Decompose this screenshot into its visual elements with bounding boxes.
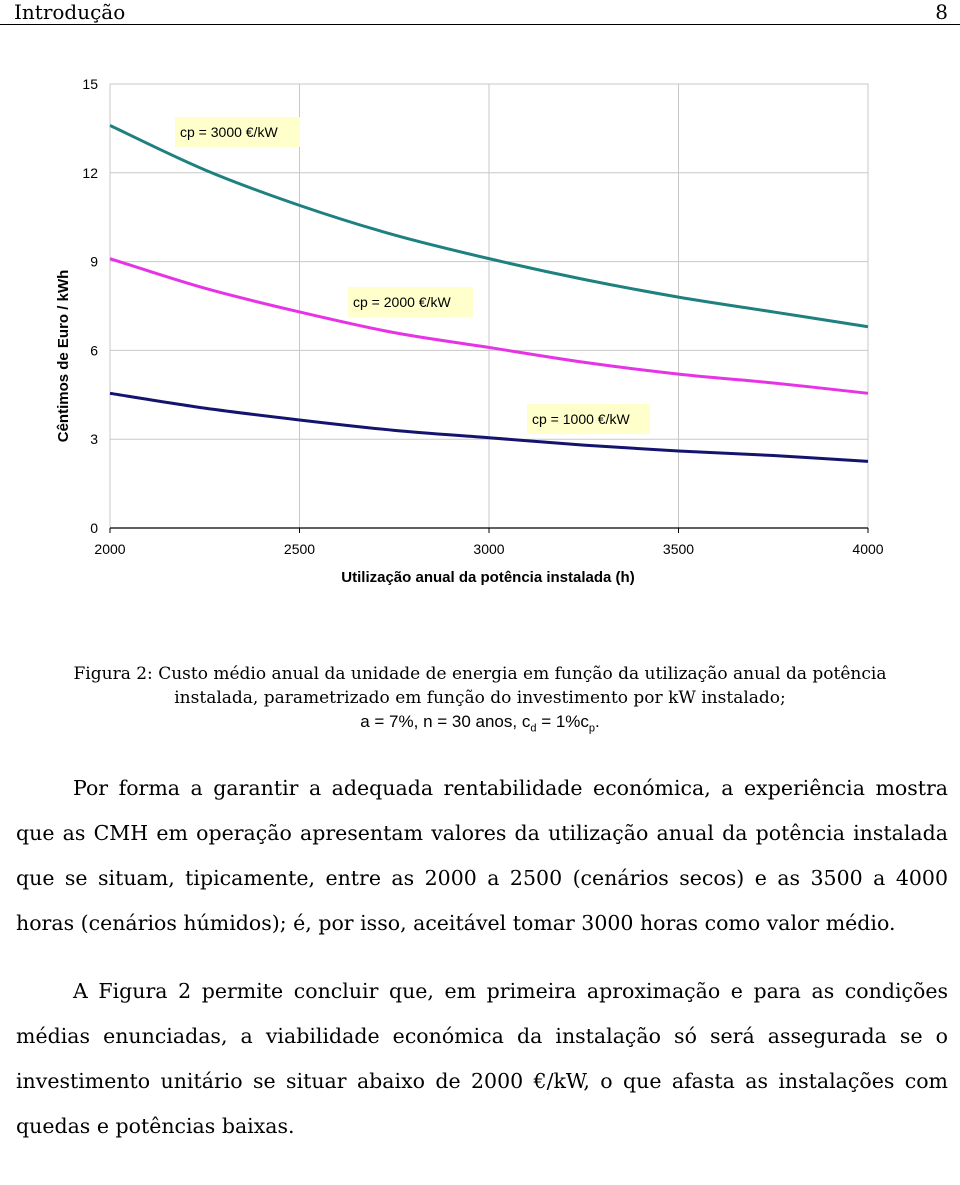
y-tick-label: 6 — [90, 342, 98, 359]
figure-caption — [20, 662, 940, 740]
chart-grid — [110, 84, 868, 528]
paragraph-2: A Figura 2 permite concluir que, em primeira aproximação e para as condições médias enunciadas, a viabilidade económica da instalação só será assegurada se o investimento unitário se situar abaixo de 2000 €/kW, o que afasta as instalações com quedas e potências baixas. — [16, 979, 948, 1138]
x-tick-label: 3000 — [473, 541, 505, 557]
cost-chart — [0, 50, 960, 650]
y-axis-label: Cêntimos de Euro / kWh — [55, 269, 72, 443]
y-tick-label: 15 — [82, 76, 98, 92]
formula-mid: = 1%c — [536, 712, 589, 731]
x-axis-label: Utilização anual da potência instalada (h) — [341, 569, 635, 586]
chart-axes — [82, 76, 883, 557]
body-text — [16, 766, 948, 1149]
y-tick-label: 9 — [90, 253, 98, 270]
series-label-2: cp = 2000 €/kW — [353, 294, 451, 310]
page-number: 8 — [935, 0, 948, 24]
caption-line-2: instalada, parametrizado em função do investimento por kW instalado; — [174, 688, 786, 708]
series-labels — [175, 117, 650, 434]
formula-subscript-p: p — [588, 722, 596, 735]
caption-formula — [20, 710, 940, 740]
formula-prefix: a = 7%, n = 30 anos, c — [360, 712, 531, 731]
x-tick-label: 3500 — [662, 541, 695, 557]
paragraph-1: Por forma a garantir a adequada rentabilidade económica, a experiência mostra que as CMH em operação apresentam valores da utilização anual da potência instalada que se situam, tipicamente, entre as 2000 a 2500 (cenários secos) e as 3500 a 4000 horas (cenários húmidos); é, por isso, aceitável tomar 3000 horas como valor médio. — [16, 776, 948, 935]
formula-subscript-d: d — [530, 722, 537, 735]
y-tick-label: 3 — [90, 431, 98, 448]
series-label-3: cp = 1000 €/kW — [532, 411, 630, 427]
section-title: Introdução — [14, 0, 126, 24]
series-label-1: cp = 3000 €/kW — [180, 124, 278, 140]
x-tick-label: 2500 — [283, 541, 316, 557]
formula-end: . — [595, 712, 600, 731]
caption-line-1: Figura 2: Custo médio anual da unidade de energia em função da utilização anual da potência — [73, 664, 887, 684]
y-tick-label: 12 — [82, 164, 98, 181]
y-tick-label: 0 — [90, 520, 98, 536]
running-header — [0, 0, 960, 25]
x-tick-label: 4000 — [852, 541, 884, 557]
x-tick-label: 2000 — [94, 541, 126, 557]
